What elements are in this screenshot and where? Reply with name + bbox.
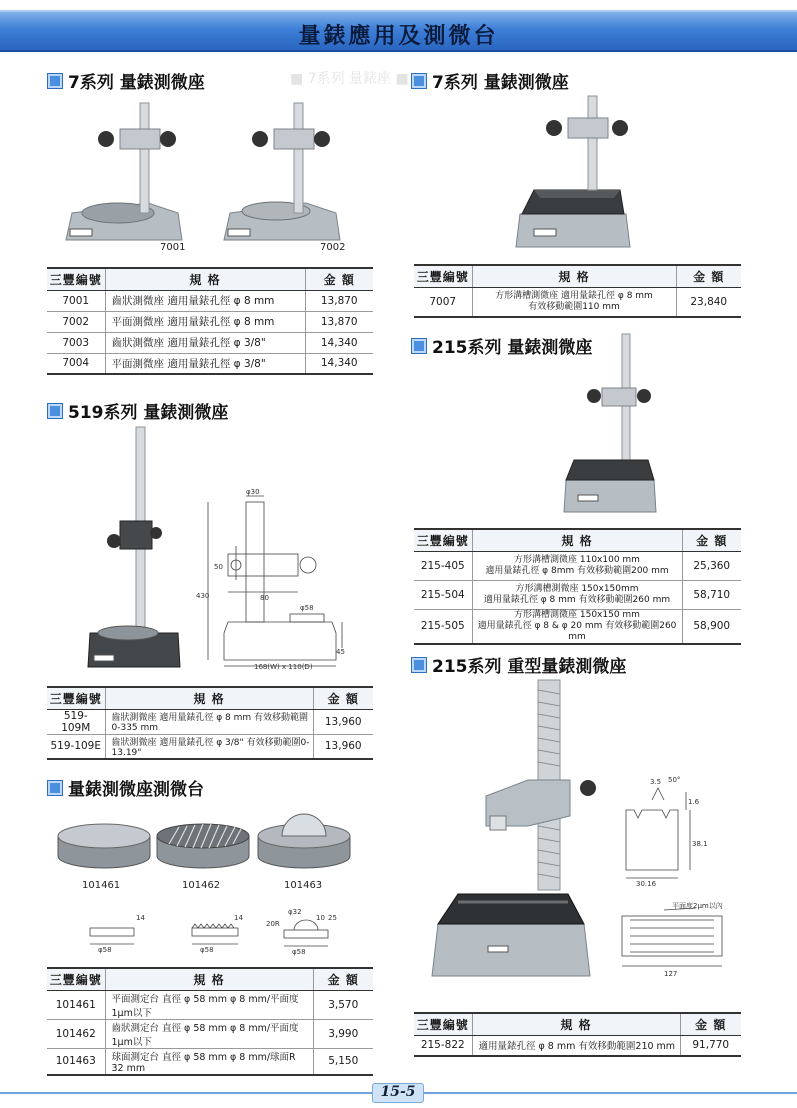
dim-50: 50 xyxy=(214,563,223,571)
table-row: 215-405 方形溝槽測微座 110x100 mm 適用量錶孔徑 φ 8mm 有效移動範圍200 mm 25,360 xyxy=(414,551,741,580)
stage-101461-image xyxy=(56,822,152,872)
table-header-row: 三豐編號 規 格 金 額 xyxy=(414,529,741,551)
dim-80: 80 xyxy=(260,594,269,602)
svg-text:1.6: 1.6 xyxy=(688,798,700,806)
svg-text:25: 25 xyxy=(328,914,337,922)
stage-101463-image xyxy=(254,806,354,872)
table-519 xyxy=(47,686,373,760)
svg-text:φ32: φ32 xyxy=(288,908,302,916)
table-stage xyxy=(47,967,373,1076)
table-row: 7002 平面測微座 適用量錶孔徑 φ 8 mm 13,870 xyxy=(47,311,373,332)
svg-text:10: 10 xyxy=(316,914,325,922)
table-header-row xyxy=(47,268,373,290)
dim-d30: φ30 xyxy=(246,488,260,496)
stand-7002-image xyxy=(218,95,348,255)
section-square-icon xyxy=(412,658,426,672)
dim-d58: φ58 xyxy=(300,604,314,612)
stage-101462-image xyxy=(155,822,251,872)
image-label-101461: 101461 xyxy=(82,880,121,891)
table-row: 7004 平面測微座 適用量錶孔徑 φ 3/8" 14,340 xyxy=(47,353,373,374)
image-label-7002: 7002 xyxy=(320,242,346,253)
drawing-stage-dimensions xyxy=(84,906,344,956)
svg-text:50°: 50° xyxy=(668,776,681,784)
image-label-7001: 7001 xyxy=(160,242,186,253)
col-header-price: 金 額 xyxy=(305,268,373,290)
table-header-row: 三豐編號 規 格 金 額 xyxy=(47,687,373,709)
section-square-icon xyxy=(48,781,62,795)
table-215-822 xyxy=(414,1012,741,1057)
svg-text:14: 14 xyxy=(234,914,243,922)
table-header-row: 三豐編號 規 格 金 額 xyxy=(414,265,741,287)
table-7-right xyxy=(414,264,741,318)
table-row: 101461 平面測定台 直徑 φ 58 mm φ 8 mm/平面度1μm以下 3,570 xyxy=(47,990,373,1019)
section-square-icon xyxy=(48,404,62,418)
svg-text:30.16: 30.16 xyxy=(636,880,657,888)
drawing-519-dimensions xyxy=(196,488,346,670)
table-row: 7003 齒狀測微座 適用量錶孔徑 φ 3/8" 14,340 xyxy=(47,332,373,353)
svg-text:20R: 20R xyxy=(266,920,280,928)
dim-base: 168(W) x 110(D) xyxy=(254,663,313,670)
svg-text:平面度2μm以內: 平面度2μm以內 xyxy=(672,902,723,910)
table-7-left xyxy=(47,267,373,375)
svg-text:38.1: 38.1 xyxy=(692,840,708,848)
table-row: 215-505 方形溝槽測微座 150x150 mm 適用量錶孔徑 φ 8 & φ 20 mm 有效移動範圍260 mm 58,900 xyxy=(414,609,741,644)
drawing-215-822-dimensions xyxy=(600,770,750,980)
table-header-row: 三豐編號 規 格 金 額 xyxy=(414,1013,741,1035)
stand-7007-image xyxy=(508,92,638,252)
page-number: 15-5 xyxy=(372,1083,424,1103)
svg-text:3.5: 3.5 xyxy=(650,778,662,786)
page-header xyxy=(0,10,797,52)
section-square-icon xyxy=(412,74,426,88)
section-title-7-right: 7系列 量錶測微座 xyxy=(412,68,569,93)
page-title: 量錶應用及測微台 xyxy=(298,24,499,49)
image-label-101463: 101463 xyxy=(284,880,323,891)
svg-text:φ58: φ58 xyxy=(98,946,112,954)
table-215 xyxy=(414,528,741,645)
table-row: 7007 方形溝槽測微座 適用量錶孔徑 φ 8 mm 有效移動範圍110 mm 23,840 xyxy=(414,287,741,317)
table-header-row: 三豐編號 規 格 金 額 xyxy=(47,968,373,990)
section-title-519: 519系列 量錶測微座 xyxy=(48,398,228,423)
stand-215-822-image xyxy=(428,676,598,1006)
section-square-icon xyxy=(48,74,62,88)
table-row: 7001 齒狀測微座 適用量錶孔徑 φ 8 mm 13,870 xyxy=(47,290,373,311)
dim-45: 45 xyxy=(336,648,345,656)
svg-text:127: 127 xyxy=(664,970,678,978)
section-title-stage: 量錶測微座測微台 xyxy=(48,775,204,800)
svg-text:φ58: φ58 xyxy=(200,946,214,954)
stand-7001-image xyxy=(60,95,190,255)
col-header-code: 三豐編號 xyxy=(47,268,105,290)
table-row: 519-109M 齒狀測微座 適用量錶孔徑 φ 8 mm 有效移動範圍0-335 mm 13,960 xyxy=(47,709,373,734)
stand-215-image xyxy=(560,330,660,520)
table-row: 101463 球面測定台 直徑 φ 58 mm φ 8 mm/球面R 32 mm 5,150 xyxy=(47,1048,373,1075)
dim-430: 430 xyxy=(196,592,210,600)
section-title-215-heavy: 215系列 重型量錶測微座 xyxy=(412,652,626,677)
section-square-icon xyxy=(412,339,426,353)
table-row: 215-822 適用量錶孔徑 φ 8 mm 有效移動範圍210 mm 91,770 xyxy=(414,1035,741,1056)
section-title-7-left: 7系列 量錶測微座 xyxy=(48,68,205,93)
watermark-text: ■ 7系列 量錶座 ■ xyxy=(290,71,409,87)
stand-519-image xyxy=(82,425,182,675)
image-label-101462: 101462 xyxy=(182,880,221,891)
col-header-spec: 規 格 xyxy=(105,268,305,290)
table-row: 101462 齒狀測定台 直徑 φ 58 mm φ 8 mm/平面度1μm以下 3,990 xyxy=(47,1019,373,1048)
table-row: 519-109E 齒狀測微座 適用量錶孔徑 φ 3/8" 有效移動範圍0-13.19" 13,960 xyxy=(47,734,373,759)
section-title-215: 215系列 量錶測微座 xyxy=(412,333,592,358)
table-row: 215-504 方形溝槽測微座 150x150mm 適用量錶孔徑 φ 8 mm 有效移動範圍260 mm 58,710 xyxy=(414,580,741,609)
svg-text:φ58: φ58 xyxy=(292,948,306,956)
svg-text:14: 14 xyxy=(136,914,145,922)
